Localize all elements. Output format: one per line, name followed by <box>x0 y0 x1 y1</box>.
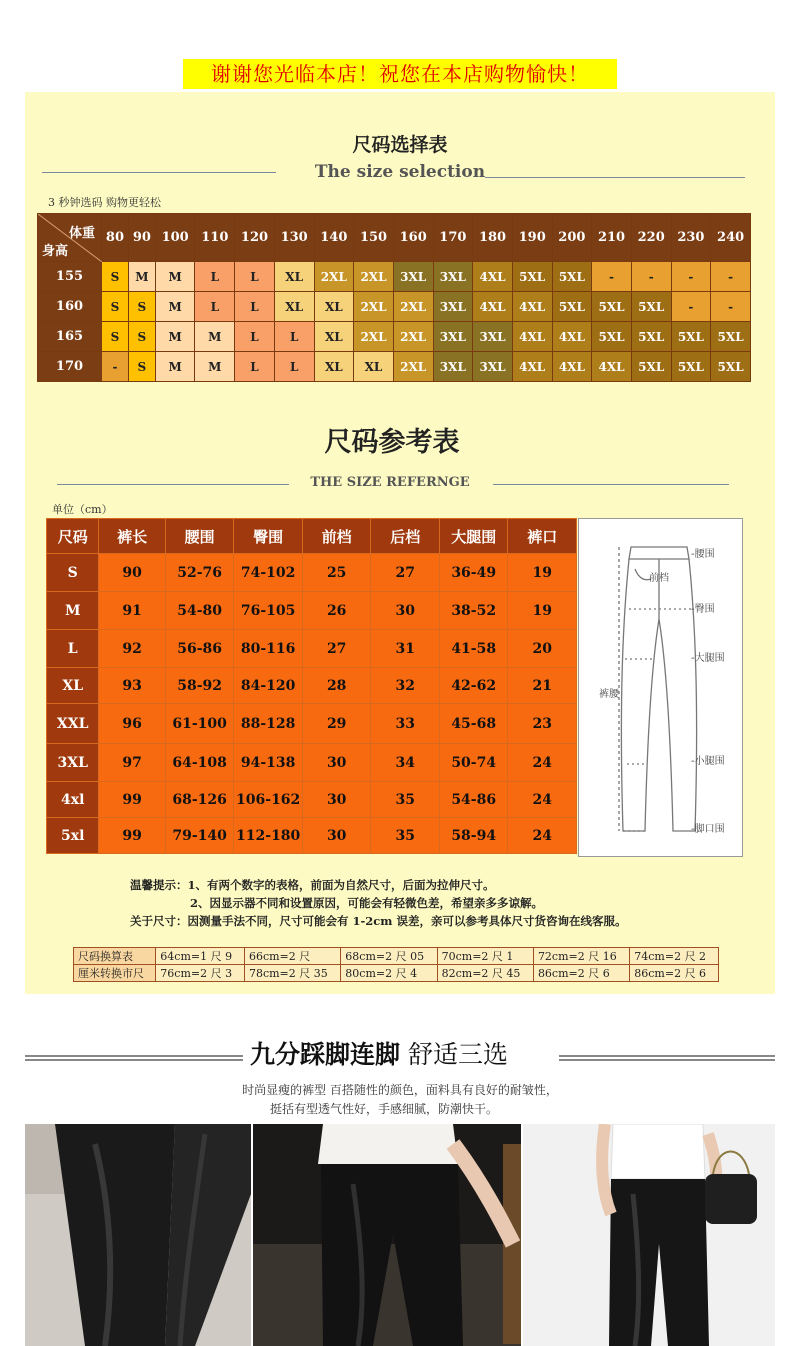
size-cell: S <box>128 292 155 322</box>
measurement-cell: 30 <box>302 782 371 818</box>
double-rule <box>559 1055 775 1061</box>
length-label: 裤腰 <box>599 689 619 700</box>
measurement-cell: 76-105 <box>234 592 303 630</box>
tip-line: 2、因显示器不同和设置原因，可能会有轻微色差，希望亲多多谅解。 <box>190 896 543 910</box>
waist-label: -腰围 <box>691 549 715 560</box>
conversion-cell: 76cm=2 尺 3 <box>156 965 245 982</box>
size-cell: 5XL <box>711 352 751 382</box>
size-cell: 3XL <box>473 352 513 382</box>
size-cell: L <box>235 322 275 352</box>
measurement-cell: 61-100 <box>165 704 234 744</box>
selection-subtitle: The size selection <box>314 162 486 182</box>
size-cell: S <box>102 322 129 352</box>
conversion-cell: 80cm=2 尺 4 <box>341 965 437 982</box>
leggings-sofa-photo <box>253 1124 521 1346</box>
size-cell: L <box>235 292 275 322</box>
measurement-cell: 50-74 <box>439 744 508 782</box>
tips-block <box>130 876 626 930</box>
size-label-cell: XL <box>47 668 99 704</box>
size-cell: 2XL <box>354 262 394 292</box>
weight-header: 90 <box>128 214 155 262</box>
size-cell: 4XL <box>473 262 513 292</box>
measurement-cell: 91 <box>99 592 166 630</box>
measurement-cell: 28 <box>302 668 371 704</box>
weight-header: 220 <box>631 214 671 262</box>
size-cell: M <box>155 352 195 382</box>
measurement-cell: 26 <box>302 592 371 630</box>
size-cell: XL <box>274 262 314 292</box>
measurement-cell: 24 <box>508 818 577 854</box>
measurement-cell: 74-102 <box>234 554 303 592</box>
column-header: 大腿围 <box>439 519 508 554</box>
size-cell: 3XL <box>473 322 513 352</box>
size-cell: 4XL <box>592 352 632 382</box>
size-cell: 5XL <box>552 292 592 322</box>
size-cell: 4XL <box>512 352 552 382</box>
measurement-cell: 35 <box>371 818 440 854</box>
measurement-cell: 54-86 <box>439 782 508 818</box>
size-cell: 2XL <box>393 352 433 382</box>
weight-header: 120 <box>235 214 275 262</box>
measurement-cell: 106-162 <box>234 782 303 818</box>
welcome-banner: 谢谢您光临本店！祝您在本店购物愉快！ <box>183 59 617 89</box>
measurement-cell: 23 <box>508 704 577 744</box>
leggings-measurement-diagram <box>578 518 743 857</box>
size-cell: 5XL <box>631 322 671 352</box>
measurement-cell: 94-138 <box>234 744 303 782</box>
column-header: 裤长 <box>99 519 166 554</box>
measurement-cell: 25 <box>302 554 371 592</box>
conversion-label: 厘米转换市尺 <box>74 965 156 982</box>
height-cell: 165 <box>38 322 102 352</box>
leggings-standing-photo <box>523 1124 775 1346</box>
conversion-label: 尺码换算表 <box>74 948 156 965</box>
size-cell: M <box>155 262 195 292</box>
measurement-cell: 79-140 <box>165 818 234 854</box>
size-cell: L <box>235 262 275 292</box>
conversion-cell: 82cm=2 尺 45 <box>437 965 533 982</box>
feature-title <box>250 1035 508 1071</box>
weight-header: 140 <box>314 214 354 262</box>
conversion-cell: 70cm=2 尺 1 <box>437 948 533 965</box>
measurement-cell: 58-92 <box>165 668 234 704</box>
size-cell: S <box>102 262 129 292</box>
conversion-table <box>73 947 719 982</box>
divider <box>42 172 276 173</box>
size-cell: 5XL <box>552 262 592 292</box>
divider <box>493 484 729 485</box>
measurement-cell: 20 <box>508 630 577 668</box>
weight-header: 210 <box>592 214 632 262</box>
measurement-cell: 42-62 <box>439 668 508 704</box>
divider <box>57 484 289 485</box>
size-cell: 2XL <box>354 292 394 322</box>
product-photo <box>523 1124 775 1346</box>
measurement-cell: 92 <box>99 630 166 668</box>
leggings-closeup-photo <box>25 1124 251 1346</box>
size-reference-table <box>46 518 577 854</box>
size-cell: 5XL <box>631 352 671 382</box>
weight-header: 80 <box>102 214 129 262</box>
size-cell: - <box>711 292 751 322</box>
height-label: 身高 <box>42 244 69 259</box>
weight-header: 200 <box>552 214 592 262</box>
size-label-cell: L <box>47 630 99 668</box>
size-cell: 3XL <box>433 322 473 352</box>
tip-line: 关于尺寸：因测量手法不同，尺寸可能会有 1-2cm 误差，亲可以参考具体尺寸货咨询在线客服。 <box>130 914 627 928</box>
reference-title: 尺码参考表 <box>324 427 460 458</box>
conversion-cell: 66cm=2 尺 <box>244 948 340 965</box>
size-cell: 4XL <box>552 322 592 352</box>
measurement-cell: 41-58 <box>439 630 508 668</box>
feature-title-bold: 九分踩脚连脚 <box>250 1040 401 1069</box>
size-cell: M <box>195 322 235 352</box>
conversion-cell: 64cm=1 尺 9 <box>156 948 245 965</box>
measurement-cell: 64-108 <box>165 744 234 782</box>
size-label-cell: M <box>47 592 99 630</box>
measurement-cell: 29 <box>302 704 371 744</box>
size-cell: XL <box>314 292 354 322</box>
measurement-cell: 27 <box>371 554 440 592</box>
size-cell: 5XL <box>671 352 711 382</box>
double-rule <box>25 1055 243 1061</box>
size-cell: - <box>592 262 632 292</box>
measurement-cell: 80-116 <box>234 630 303 668</box>
size-cell: XL <box>354 352 394 382</box>
measurement-cell: 88-128 <box>234 704 303 744</box>
size-cell: - <box>671 292 711 322</box>
measurement-cell: 56-86 <box>165 630 234 668</box>
feature-title-light: 舒适三选 <box>407 1040 508 1069</box>
hip-label: -臀围 <box>691 604 715 615</box>
size-cell: - <box>711 262 751 292</box>
size-cell: M <box>128 262 155 292</box>
size-cell: S <box>128 322 155 352</box>
weight-header: 180 <box>473 214 513 262</box>
reference-subtitle: THE SIZE REFERNGE <box>310 475 470 490</box>
size-cell: 3XL <box>433 292 473 322</box>
weight-header: 130 <box>274 214 314 262</box>
measurement-cell: 99 <box>99 818 166 854</box>
leggings-outline-icon <box>579 519 744 858</box>
size-cell: 2XL <box>314 262 354 292</box>
weight-header: 190 <box>512 214 552 262</box>
measurement-cell: 90 <box>99 554 166 592</box>
conversion-cell: 86cm=2 尺 6 <box>533 965 629 982</box>
size-cell: S <box>128 352 155 382</box>
measurement-cell: 54-80 <box>165 592 234 630</box>
measurement-cell: 58-94 <box>439 818 508 854</box>
conversion-cell: 78cm=2 尺 35 <box>244 965 340 982</box>
measurement-cell: 35 <box>371 782 440 818</box>
weight-header: 160 <box>393 214 433 262</box>
thigh-label: -大腿围 <box>691 653 725 664</box>
tip-line: 温馨提示：1、有两个数字的表格，前面为自然尺寸，后面为拉伸尺寸。 <box>130 878 495 892</box>
column-header: 后档 <box>371 519 440 554</box>
measurement-cell: 30 <box>302 818 371 854</box>
measurement-cell: 19 <box>508 592 577 630</box>
column-header: 尺码 <box>47 519 99 554</box>
size-cell: 4XL <box>552 352 592 382</box>
weight-header: 170 <box>433 214 473 262</box>
weight-header: 230 <box>671 214 711 262</box>
size-cell: L <box>195 292 235 322</box>
weight-header: 150 <box>354 214 394 262</box>
measurement-cell: 96 <box>99 704 166 744</box>
size-cell: 2XL <box>393 292 433 322</box>
size-cell: XL <box>314 352 354 382</box>
measurement-cell: 30 <box>371 592 440 630</box>
conversion-cell: 68cm=2 尺 05 <box>341 948 437 965</box>
measurement-cell: 68-126 <box>165 782 234 818</box>
height-cell: 160 <box>38 292 102 322</box>
selection-note: 3 秒钟选码 购物更轻松 <box>48 196 161 209</box>
measurement-cell: 30 <box>302 744 371 782</box>
measurement-cell: 33 <box>371 704 440 744</box>
size-cell: L <box>274 352 314 382</box>
weight-header: 240 <box>711 214 751 262</box>
size-label-cell: XXL <box>47 704 99 744</box>
size-selection-table <box>37 213 751 382</box>
measurement-cell: 52-76 <box>165 554 234 592</box>
conversion-cell: 74cm=2 尺 2 <box>630 948 719 965</box>
size-cell: 5XL <box>711 322 751 352</box>
divider <box>485 177 745 178</box>
height-cell: 155 <box>38 262 102 292</box>
measurement-cell: 97 <box>99 744 166 782</box>
calf-label: -小腿围 <box>691 756 725 767</box>
column-header: 裤口 <box>508 519 577 554</box>
column-header: 前档 <box>302 519 371 554</box>
size-cell: 2XL <box>354 322 394 352</box>
size-cell: - <box>671 262 711 292</box>
weight-label: 体重 <box>68 226 95 241</box>
size-cell: 4XL <box>512 292 552 322</box>
selection-title: 尺码选择表 <box>352 134 448 156</box>
measurement-cell: 24 <box>508 782 577 818</box>
weight-header: 100 <box>155 214 195 262</box>
measurement-cell: 31 <box>371 630 440 668</box>
size-cell: 5XL <box>512 262 552 292</box>
measurement-cell: 34 <box>371 744 440 782</box>
size-cell: S <box>102 292 129 322</box>
size-cell: XL <box>314 322 354 352</box>
hem-label: -脚口围 <box>691 824 725 835</box>
size-label-cell: S <box>47 554 99 592</box>
measurement-cell: 27 <box>302 630 371 668</box>
corner-header <box>38 214 102 262</box>
size-cell: 3XL <box>433 352 473 382</box>
size-cell: 3XL <box>393 262 433 292</box>
size-cell: L <box>195 262 235 292</box>
measurement-cell: 21 <box>508 668 577 704</box>
product-photo <box>25 1124 251 1346</box>
feature-description: 时尚显瘦的裤型 百搭随性的颜色，面料具有良好的耐皱性， <box>242 1083 558 1097</box>
measurement-cell: 32 <box>371 668 440 704</box>
measurement-cell: 19 <box>508 554 577 592</box>
size-cell: M <box>155 322 195 352</box>
conversion-cell: 86cm=2 尺 6 <box>630 965 719 982</box>
size-cell: - <box>631 262 671 292</box>
size-label-cell: 5xl <box>47 818 99 854</box>
size-cell: L <box>274 322 314 352</box>
unit-label: 单位（cm） <box>52 503 113 516</box>
column-header: 臀围 <box>234 519 303 554</box>
column-header: 腰围 <box>165 519 234 554</box>
height-cell: 170 <box>38 352 102 382</box>
measurement-cell: 112-180 <box>234 818 303 854</box>
feature-description: 挺括有型透气性好，手感细腻，防潮快干。 <box>269 1102 498 1116</box>
size-cell: XL <box>274 292 314 322</box>
size-cell: 5XL <box>592 292 632 322</box>
front-label: 前档 <box>649 573 669 584</box>
size-cell: 4XL <box>512 322 552 352</box>
size-cell: 3XL <box>433 262 473 292</box>
measurement-cell: 24 <box>508 744 577 782</box>
size-cell: L <box>235 352 275 382</box>
measurement-cell: 38-52 <box>439 592 508 630</box>
size-cell: - <box>102 352 129 382</box>
size-cell: 4XL <box>473 292 513 322</box>
size-cell: 5XL <box>671 322 711 352</box>
size-cell: M <box>155 292 195 322</box>
size-label-cell: 3XL <box>47 744 99 782</box>
size-cell: 2XL <box>393 322 433 352</box>
size-cell: M <box>195 352 235 382</box>
weight-header: 110 <box>195 214 235 262</box>
measurement-cell: 84-120 <box>234 668 303 704</box>
product-photo <box>253 1124 521 1346</box>
measurement-cell: 93 <box>99 668 166 704</box>
conversion-cell: 72cm=2 尺 16 <box>533 948 629 965</box>
measurement-cell: 45-68 <box>439 704 508 744</box>
measurement-cell: 36-49 <box>439 554 508 592</box>
size-cell: 5XL <box>631 292 671 322</box>
measurement-cell: 99 <box>99 782 166 818</box>
size-cell: 5XL <box>592 322 632 352</box>
size-label-cell: 4xl <box>47 782 99 818</box>
